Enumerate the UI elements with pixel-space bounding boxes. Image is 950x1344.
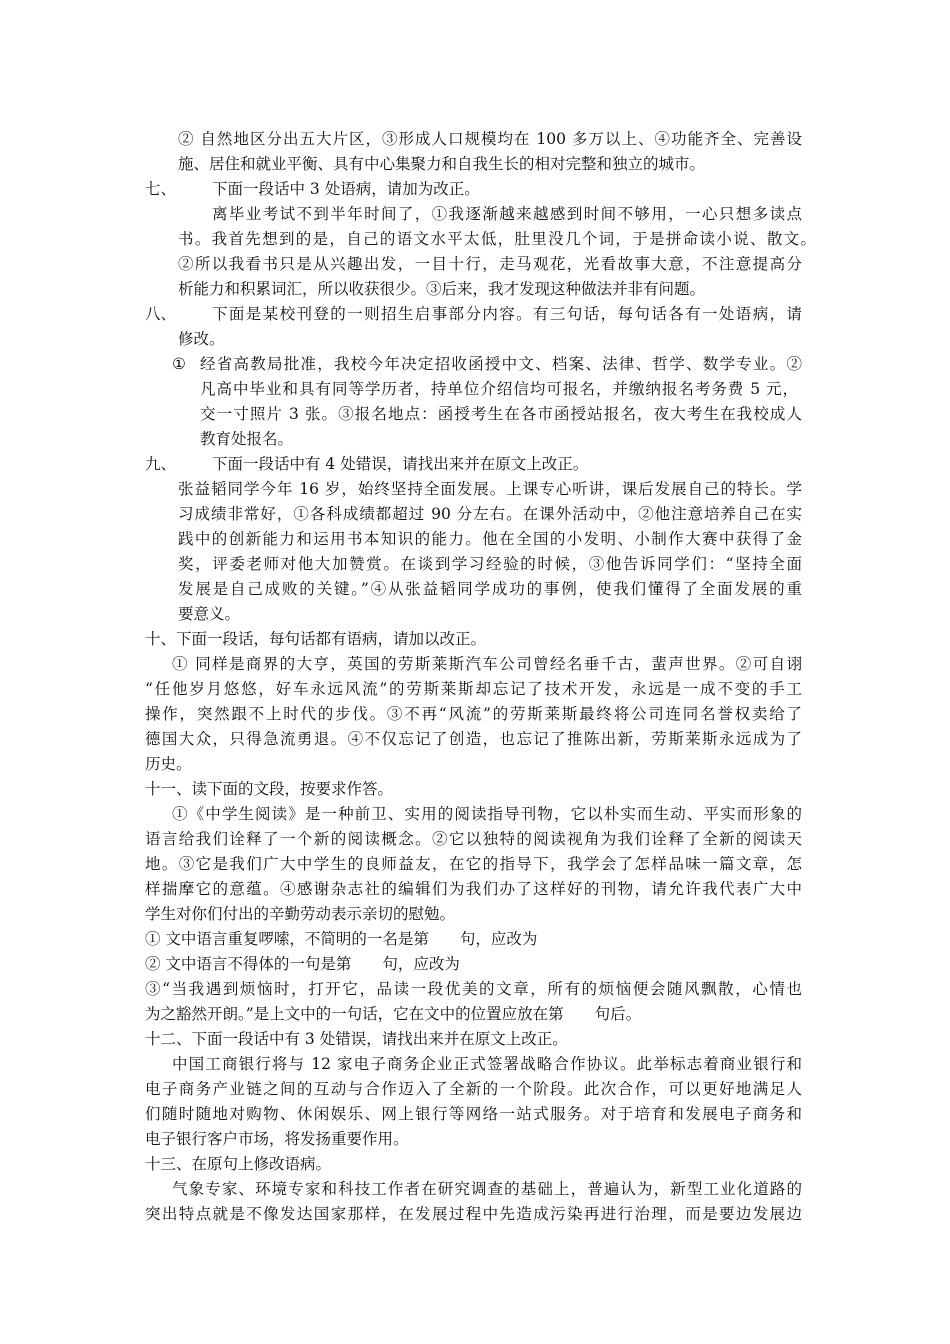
text-line: 德国大众，只得急流勇退。④不仅忘记了创造，也忘记了推陈出新，劳斯莱斯永远成为了 — [145, 730, 802, 748]
text-line: 下面一段话中有 4 处错误，请找出来并在原文上改正。 — [212, 455, 589, 473]
text-line: ②所以我看书只是从兴趣出发，一目十行，走马观花，光看故事大意，不注意提高分 — [178, 255, 802, 273]
section-number: 七、 — [145, 180, 177, 198]
text-line: 为之豁然开朗。”是上文中的一句话，它在文中的位置应放在第 句后。 — [145, 1005, 642, 1023]
text-line: 中国工商银行将与 12 家电子商务企业正式签署战略合作协议。此举标志着商业银行和 — [172, 1055, 802, 1073]
text-line: 要意义。 — [178, 605, 241, 623]
text-line: 电子银行客户市场，将发扬重要作用。 — [145, 1130, 409, 1148]
text-line: ① 同样是商界的大亨，英国的劳斯莱斯汽车公司曾经名垂千古，蜚声世界。②可自诩 — [172, 655, 802, 673]
text-line: 十、下面一段话，每句话都有语病，请加以改正。 — [145, 630, 487, 648]
text-line: 交一寸照片 3 张。③报名地点：函授考生在各市函授站报名，夜大考生在我校成人 — [200, 405, 802, 423]
text-line: “任他岁月悠悠，好车永远风流”的劳斯莱斯却忘记了技术开发，永远是一成不变的手工 — [145, 680, 802, 698]
text-line: 语言给我们诠释了一个新的阅读概念。②它以独特的阅读视角为我们诠释了全新的阅读天 — [145, 830, 802, 848]
text-line: 修改。 — [178, 330, 225, 348]
text-line: 历史。 — [145, 755, 192, 773]
text-line: 凡高中毕业和具有同等学历者，持单位介绍信均可报名，并缴纳报名考务费 5 元， — [200, 380, 798, 398]
text-line: 张益韬同学今年 16 岁，始终坚持全面发展。上课专心听讲，课后发展自己的特长。学 — [178, 480, 802, 498]
text-line: 气象专家、环境专家和科技工作者在研究调查的基础上，普遍认为，新型工业化道路的 — [172, 1180, 802, 1198]
text-line: ② 自然地区分出五大片区，③形成人口规模均在 100 多万以上、④功能齐全、完善设 — [178, 130, 802, 148]
text-line: 经省高教局批准，我校今年决定招收函授中文、档案、法律、哲学、数学专业。② — [200, 355, 802, 373]
text-line: 十一、读下面的文段，按要求作答。 — [145, 780, 394, 798]
text-line: 电子商务产业链之间的互动与合作迈入了全新的一个阶段。此次合作，可以更好地满足人 — [145, 1080, 802, 1098]
text-line: 习成绩非常好，①各科成绩都超过 90 分左右。在课外活动中，②他注意培养自己在实 — [178, 505, 802, 523]
text-line: ② 文中语言不得体的一句是第 句，应改为 — [145, 955, 460, 973]
text-line: 十三、在原句上修改语病。 — [145, 1155, 332, 1173]
text-line: 教育处报名。 — [200, 430, 294, 448]
text-line: 十二、下面一段话中有 3 处错误，请找出来并在原文上改正。 — [145, 1030, 568, 1048]
text-line: ①《中学生阅读》是一种前卫、实用的阅读指导刊物，它以朴实而生动、平实而形象的 — [172, 805, 802, 823]
section-number: 九、 — [145, 455, 177, 473]
section-number: ① — [172, 355, 186, 373]
text-line: 书。我首先想到的是，自己的语文水平太低，肚里没几个词，于是拼命读小说、散文。 — [178, 230, 816, 248]
text-line: 下面是某校刊登的一则招生启事部分内容。有三句话，每句话各有一处语病，请 — [212, 305, 802, 323]
text-line: 样揣摩它的意蕴。④感谢杂志社的编辑们为我们办了这样好的刊物，请允许我代表广大中 — [145, 880, 802, 898]
section-number: 八、 — [145, 305, 177, 323]
text-line: 地。③它是我们广大中学生的良师益友，在它的指导下，我学会了怎样品味一篇文章，怎 — [145, 855, 802, 873]
text-line: 下面一段话中 3 处语病，请加为改正。 — [212, 180, 480, 198]
text-line: 突出特点就是不像发达国家那样，在发展过程中先造成污染再进行治理，而是要边发展边 — [145, 1205, 802, 1223]
text-line: 操作，突然跟不上时代的步伐。③不再“风流”的劳斯莱斯最终将公司连同名誉权卖给了 — [145, 705, 802, 723]
text-line: 学生对你们付出的辛勤劳动表示亲切的慰勉。 — [145, 905, 456, 923]
text-line: ③“当我遇到烦恼时，打开它，品读一段优美的文章，所有的烦恼便会随风飘散，心情也 — [145, 980, 802, 998]
text-line: ① 文中语言重复啰嗦，不简明的一名是第 句，应改为 — [145, 930, 538, 948]
text-line: 施、居住和就业平衡、具有中心集聚力和自我生长的相对完整和独立的城市。 — [178, 155, 706, 173]
text-line: 奖，评委老师对他大加赞赏。在谈到学习经验的时候，③他告诉同学们：“坚持全面 — [178, 555, 802, 573]
text-line: 践中的创新能力和运用书本知识的能力。他在全国的小发明、小制作大赛中获得了金 — [178, 530, 802, 548]
text-line: 发展是自己成败的关键。”④从张益韬同学成功的事例，使我们懂得了全面发展的重 — [178, 580, 802, 598]
text-line: 析能力和积累词汇，所以收获很少。③后来，我才发现这种做法并非有问题。 — [178, 280, 706, 298]
text-line: 们随时随地对购物、休闲娱乐、网上银行等网络一站式服务。对于培育和发展电子商务和 — [145, 1105, 802, 1123]
text-line: 离毕业考试不到半年时间了，①我逐渐越来越感到时间不够用，一心只想多读点 — [212, 205, 802, 223]
